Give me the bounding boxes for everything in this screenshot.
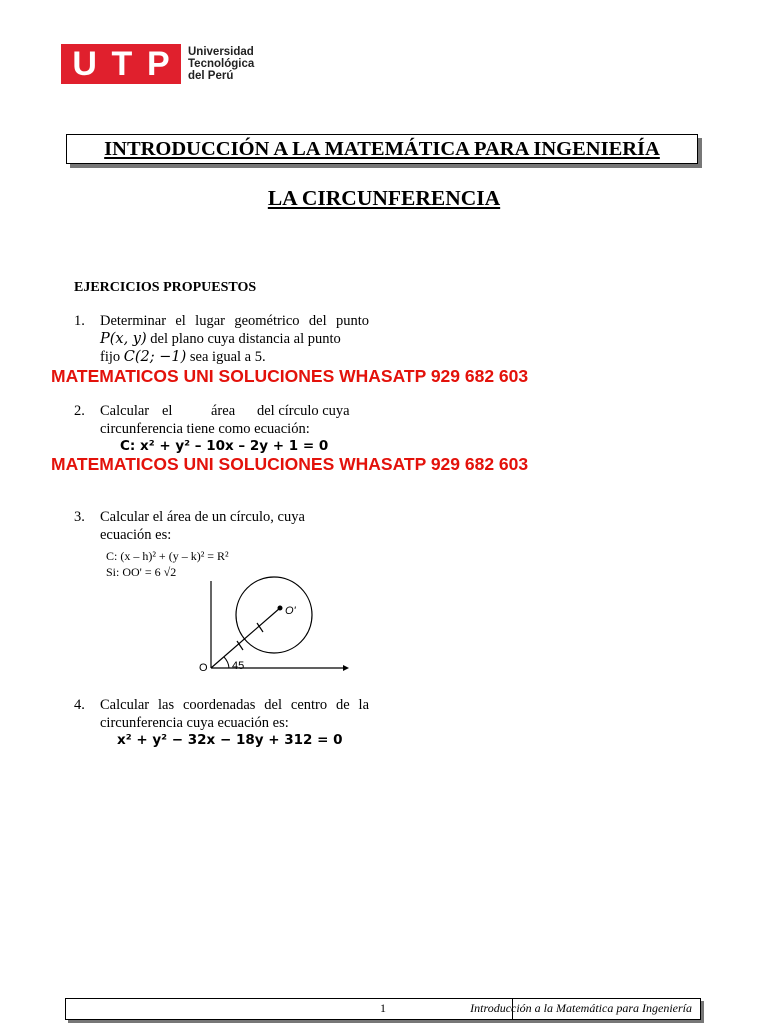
ex1-number: 1. xyxy=(74,313,85,329)
logo-letter-p: P xyxy=(146,44,170,83)
ex2-line-2: circunferencia tiene como ecuación: xyxy=(100,421,310,437)
ex1-line-3a: fijo xyxy=(100,349,124,365)
ex1-line-3 xyxy=(100,348,266,366)
promo-banner-1: MATEMATICOS UNI SOLUCIONES WHASATP 929 682 603 xyxy=(51,366,529,386)
angle-label: 45 xyxy=(232,660,245,672)
center-label: O' xyxy=(285,605,296,617)
ex2-word-calcular: Calcular xyxy=(100,403,150,419)
ex1-line-2 xyxy=(100,330,369,348)
ex3-line-1: Calcular el área de un círculo, cuya xyxy=(100,509,305,525)
circle xyxy=(236,577,312,653)
ex4-equation: x² + y² − 32x − 18y + 312 = 0 xyxy=(117,732,343,748)
logo-line-3: del Perú xyxy=(188,70,234,82)
ex1-line-1: Determinar el lugar geométrico del punto xyxy=(100,313,369,329)
ex3-figure-condition: Si: OO' = 6 √2 xyxy=(106,565,177,579)
ex2-equation: C: x² + y² – 10x – 2y + 1 = 0 xyxy=(120,438,329,454)
ex3-circle-figure xyxy=(196,575,356,680)
origin-label: O xyxy=(199,662,208,674)
ex3-line-2: ecuación es: xyxy=(100,527,172,543)
ex1-line-2-text: del plano cuya distancia al punto xyxy=(146,331,341,347)
utp-logo xyxy=(61,44,254,84)
center-point xyxy=(278,606,283,611)
course-title-box xyxy=(66,134,698,164)
utp-logo-mark xyxy=(61,44,181,84)
ex3-figure-equation: C: (x – h)² + (y – k)² = R² xyxy=(106,549,229,563)
ex1-point: P(x, y) xyxy=(100,331,147,347)
footer-title: Introducción a la Matemática para Ingeniería xyxy=(470,1001,692,1015)
course-title: INTRODUCCIÓN A LA MATEMÁTICA PARA INGENIERÍA xyxy=(104,137,660,160)
logo-university-name xyxy=(188,46,254,82)
ex4-line-1: Calcular las coordenadas del centro de la xyxy=(100,697,369,713)
logo-line-2: Tecnológica xyxy=(188,58,255,70)
ex1-line-3b: sea igual a 5. xyxy=(186,349,266,365)
ex4-line-2: circunferencia cuya ecuación es: xyxy=(100,715,289,731)
topic-title: LA CIRCUNFERENCIA xyxy=(267,186,501,210)
angle-arc xyxy=(224,657,229,668)
ex2-word-area: área xyxy=(211,403,236,419)
page-footer xyxy=(65,998,701,1020)
logo-letter-u: U xyxy=(72,44,97,83)
ex3-number: 3. xyxy=(74,509,85,525)
promo-banner-2: MATEMATICOS UNI SOLUCIONES WHASATP 929 682 603 xyxy=(51,454,529,474)
ex2-word-rest: del círculo cuya xyxy=(257,403,350,419)
section-title: EJERCICIOS PROPUESTOS xyxy=(74,280,257,295)
ex1-center: C(2; −1) xyxy=(123,349,187,365)
ex2-number: 2. xyxy=(74,403,85,419)
logo-letter-t: T xyxy=(111,44,133,83)
logo-line-1: Universidad xyxy=(188,46,254,58)
segment-oo xyxy=(211,608,280,668)
x-axis-arrow xyxy=(343,665,349,671)
ex4-number: 4. xyxy=(74,697,85,713)
ex2-word-el: el xyxy=(162,403,173,419)
page-number: 1 xyxy=(380,1001,386,1015)
